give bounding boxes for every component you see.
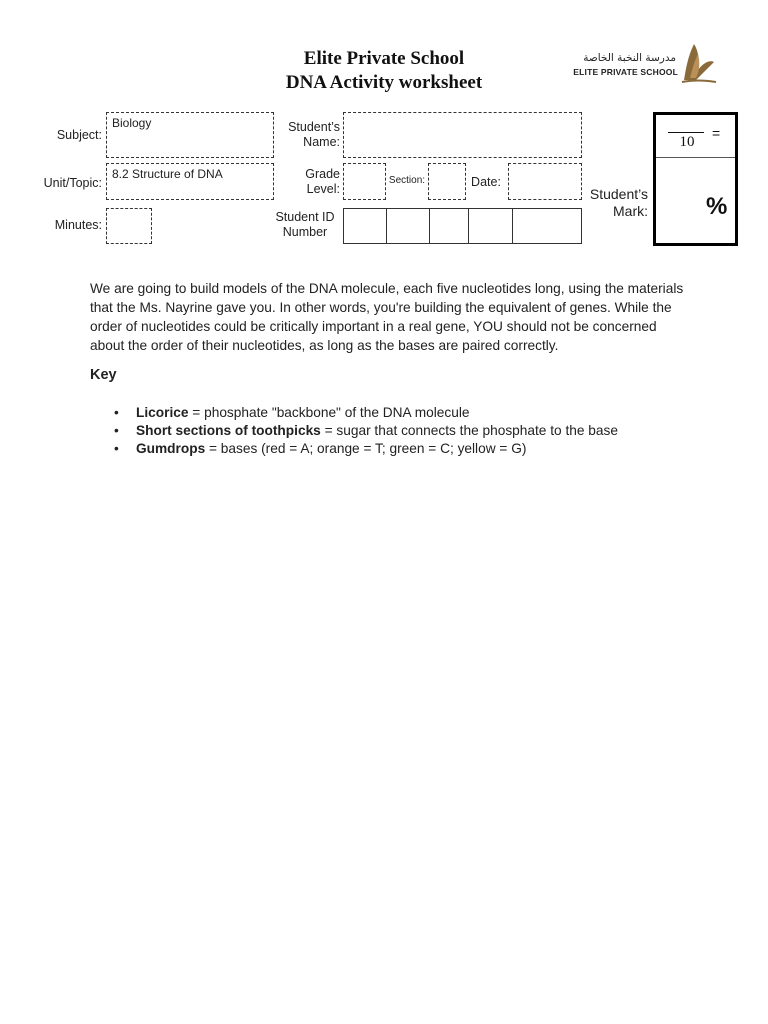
subject-field[interactable] xyxy=(106,112,274,158)
student-name-field[interactable] xyxy=(343,112,582,158)
list-item xyxy=(90,404,710,422)
mark-percent: % xyxy=(706,193,728,220)
student-id-digit-cell[interactable] xyxy=(387,209,430,243)
school-logo xyxy=(560,40,720,88)
mark-denominator: 10 xyxy=(679,134,695,150)
school-name: Elite Private School xyxy=(303,48,465,69)
grade-level-field[interactable] xyxy=(343,163,386,200)
bullet: • xyxy=(114,441,119,456)
subject-label: Subject: xyxy=(56,128,102,142)
key-desc: = sugar that connects the phosphate to the base xyxy=(320,423,618,438)
key-list xyxy=(90,404,710,458)
unit-topic-value: 8.2 Structure of DNA xyxy=(112,167,223,181)
student-name-label: Student’s Name: xyxy=(288,120,340,149)
key-term: Gumdrops xyxy=(136,441,206,456)
list-item xyxy=(90,440,710,458)
student-mark-label: Student’s Mark: xyxy=(589,186,648,219)
student-id-digit-cell[interactable] xyxy=(469,209,513,243)
section-field[interactable] xyxy=(428,163,466,200)
logo-english-text: ELITE PRIVATE SCHOOL xyxy=(573,67,678,77)
key-term: Short sections of toothpicks xyxy=(136,423,321,438)
student-id-digit-cell[interactable] xyxy=(430,209,469,243)
grade-level-label: Grade Level: xyxy=(305,167,340,196)
unit-topic-field[interactable] xyxy=(106,163,274,200)
logo-arabic-text: مدرسة النخبة الخاصة xyxy=(583,52,676,64)
fraction-line xyxy=(668,132,704,133)
falcon-emblem-icon xyxy=(678,40,718,86)
key-term: Licorice xyxy=(136,405,189,420)
subject-value: Biology xyxy=(112,116,152,130)
student-id-digit-cell[interactable] xyxy=(513,209,581,243)
minutes-label: Minutes: xyxy=(54,218,102,232)
minutes-field[interactable] xyxy=(106,208,152,244)
bullet: • xyxy=(114,423,119,438)
date-label: Date: xyxy=(471,175,501,189)
bullet: • xyxy=(114,405,119,420)
date-field[interactable] xyxy=(508,163,582,200)
unit-topic-label: Unit/Topic: xyxy=(43,176,102,190)
student-id-digit-cell[interactable] xyxy=(344,209,387,243)
worksheet-title: DNA Activity worksheet xyxy=(285,72,483,93)
mark-score-area xyxy=(656,115,735,158)
student-id-label: Student ID Number xyxy=(275,210,335,239)
key-desc: = bases (red = A; orange = T; green = C; yellow = G) xyxy=(205,441,527,456)
section-label: Section: xyxy=(388,175,426,186)
mark-box xyxy=(653,112,738,246)
key-heading: Key xyxy=(90,367,117,383)
list-item xyxy=(90,422,710,440)
student-id-field[interactable] xyxy=(343,208,582,244)
key-desc: = phosphate "backbone" of the DNA molecule xyxy=(188,405,470,420)
intro-paragraph: We are going to build models of the DNA molecule, each five nucleotides long, using the materials that the Ms. Nayrine gave you. In other words, you're building the equivalent of genes. While the order of nucleotides could be critically important in a real gene, YOU should not be concerned about the order of their nucleotides, as long as the bases are paired correctly. xyxy=(90,281,684,353)
mark-equals: = xyxy=(712,125,721,141)
